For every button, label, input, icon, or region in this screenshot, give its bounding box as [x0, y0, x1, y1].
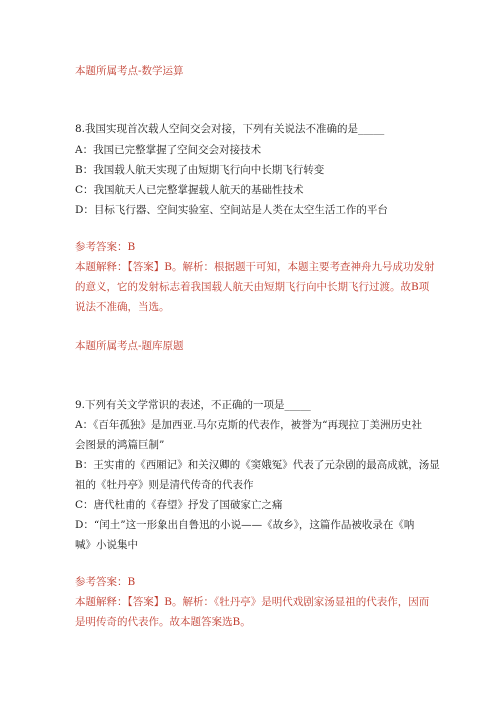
question-8-stem: 8.我国实现首次载人空间交会对接，下列有关说法不准确的是_____ [75, 123, 385, 135]
question-9-option-b-cont: 祖的《牡丹亭》则是清代传奇的代表作 [75, 479, 254, 491]
question-8-option-b: B：我国载人航天实现了由短期飞行向中长期飞行转变 [75, 164, 325, 176]
question-8-category: 本题所属考点-题库原题 [75, 340, 184, 352]
question-9-option-a: A：《百年孤独》是加西亚.马尔克斯的代表作，被誉为“再现拉丁美洲历史社 [75, 419, 423, 431]
question-9-option-d-cont: 喊》小说集中 [75, 539, 138, 551]
question-9-option-d: D：“闰土”这一形象出自鲁迅的小说——《故乡》，这篇作品被收录在《呐 [75, 519, 415, 531]
question-8-explanation-line: 说法不准确，当选。 [75, 301, 170, 313]
question-8-answer: 参考答案：B [75, 241, 136, 253]
question-8-explanation-line: 本题解释：【答案】B。解析：根据题干可知，本题主要考查神舟九号成功发射 [75, 261, 435, 273]
question-8-option-d: D：目标飞行器、空间实验室、空间站是人类在太空生活工作的平台 [75, 204, 388, 216]
question-8-explanation-line: 的意义，它的发射标志着我国载人航天由短期飞行向中长期飞行过渡。故B项 [75, 281, 430, 293]
question-9-stem: 9.下列有关文学常识的表述，不正确的一项是_____ [75, 399, 311, 411]
category-label: 本题所属考点-数学运算 [75, 65, 184, 77]
question-8-option-c: C：我国航天人已完整掌握载人航天的基础性技术 [75, 184, 304, 196]
question-9-explanation-line: 是明传奇的代表作。故本题答案选B。 [75, 616, 251, 628]
question-9-explanation-line: 本题解释：【答案】B。解析：《牡丹亭》是明代戏剧家汤显祖的代表作，因而 [75, 596, 430, 608]
question-9-answer: 参考答案：B [75, 576, 136, 588]
question-9-option-c: C：唐代杜甫的《春望》抒发了国破家亡之痛 [75, 499, 283, 511]
question-9-option-b: B：王实甫的《西厢记》和关汉卿的《窦娥冤》代表了元杂剧的最高成就，汤显 [75, 459, 440, 471]
question-8-option-a: A：我国已完整掌握了空间交会对接技术 [75, 144, 262, 156]
question-9-option-a-cont: 会图景的鸿篇巨制” [75, 439, 165, 451]
